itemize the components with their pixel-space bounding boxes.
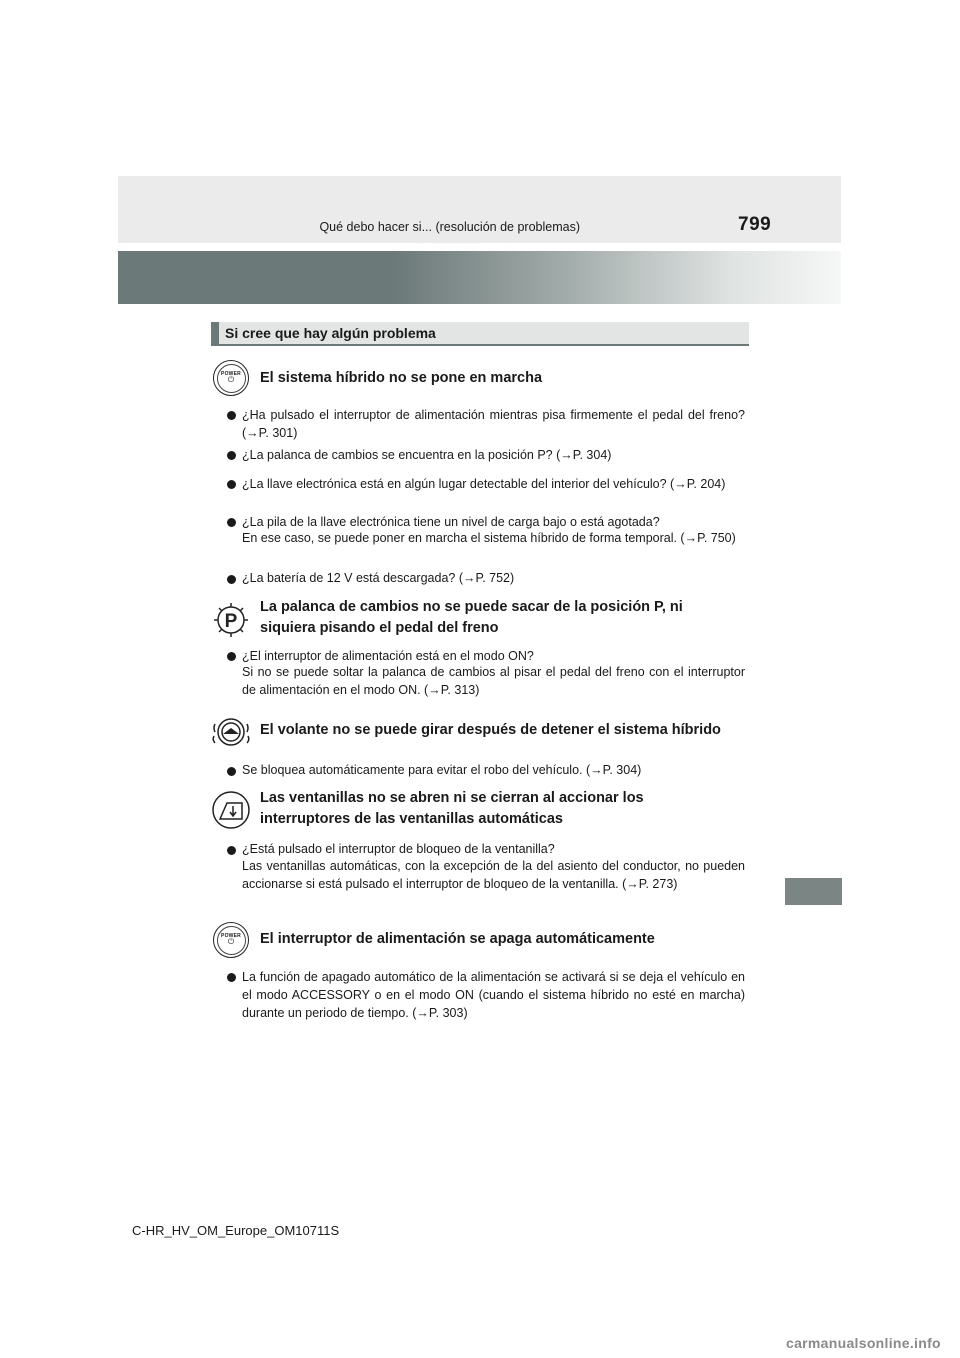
chapter-band xyxy=(118,251,841,304)
section-title-text: Si cree que hay algún problema xyxy=(225,325,436,341)
bullet-dot xyxy=(227,767,236,776)
header-title: Qué debo hacer si... (resolución de problemas) xyxy=(319,220,580,234)
topic-heading-line-2: interruptores de las ventanillas automáticas xyxy=(260,811,563,827)
power-icon-label: POWER xyxy=(221,933,241,939)
topic-heading: El sistema híbrido no se pone en marcha xyxy=(260,370,543,386)
power-symbol-icon: ⏻ xyxy=(227,375,235,384)
topic-heading-line-2: siquiera pisando el pedal del freno xyxy=(260,620,499,636)
list-item: La función de apagado automático de la alimentación se activará si se deja el vehículo en el modo ACCESSORY o en el modo ON (cuando el sistema híbrido no esté en marcha) durante un periodo de tiempo. (→P. 303) xyxy=(242,970,745,1020)
list-item: Se bloquea automáticamente para evitar el robo del vehículo. (→P. 304) xyxy=(242,763,642,777)
svg-text:P: P xyxy=(224,611,238,632)
watermark: carmanualsonline.info xyxy=(786,1335,941,1351)
topic-heading-line-1: Las ventanillas no se abren ni se cierran al accionar los xyxy=(260,790,644,806)
steering-lock-icon xyxy=(211,712,251,752)
bullet-dot xyxy=(227,575,236,584)
bullet-dot xyxy=(227,411,236,420)
list-item: ¿La palanca de cambios se encuentra en la posición P? (→P. 304) xyxy=(242,448,612,462)
topic-heading: El volante no se puede girar después de detener el sistema híbrido xyxy=(260,722,721,738)
list-item: ¿La pila de la llave electrónica tiene un nivel de carga bajo o está agotada? xyxy=(242,515,660,529)
bullet-dot xyxy=(227,652,236,661)
bullet-dot xyxy=(227,846,236,855)
list-item: ¿Está pulsado el interruptor de bloqueo de la ventanilla? xyxy=(242,842,555,856)
section-title xyxy=(211,322,749,346)
power-button-icon xyxy=(213,922,249,958)
bullet-dot xyxy=(227,451,236,460)
power-button-icon xyxy=(213,360,249,396)
list-item-continuation: Las ventanillas automáticas, con la excepción de la del asiento del conductor, no pueden accionarse si está pulsado el interruptor de bloqueo de la ventanilla. (→P. 273) xyxy=(242,859,745,891)
list-item-continuation: Si no se puede soltar la palanca de cambios al pisar el pedal del freno con el interruptor de alimentación en el modo ON. (→P. 313) xyxy=(242,665,745,697)
list-item: ¿Ha pulsado el interruptor de alimentación mientras pisa firmemente el pedal del freno? (→P. 301) xyxy=(242,408,745,440)
document-code: C-HR_HV_OM_Europe_OM10711S xyxy=(132,1223,340,1238)
shift-lock-gear-icon xyxy=(211,600,251,640)
page-number: 799 xyxy=(738,214,772,235)
bullet-dot xyxy=(227,480,236,489)
section-title-accent xyxy=(211,322,219,344)
list-item: ¿La batería de 12 V está descargada? (→P. 752) xyxy=(242,571,515,585)
list-item: ¿La llave electrónica está en algún lugar detectable del interior del vehículo? (→P. 204) xyxy=(242,477,726,491)
list-item: ¿El interruptor de alimentación está en el modo ON? xyxy=(242,649,534,663)
list-item-continuation: En ese caso, se puede poner en marcha el sistema híbrido de forma temporal. (→P. 750) xyxy=(242,531,736,545)
bullet-dot xyxy=(227,518,236,527)
bullet-dot xyxy=(227,973,236,982)
topic-heading-line-1: La palanca de cambios no se puede sacar de la posición P, ni xyxy=(260,599,683,615)
window-lock-icon xyxy=(211,790,251,830)
power-icon-label: POWER xyxy=(221,371,241,377)
chapter-side-tab xyxy=(785,878,842,905)
power-symbol-icon: ⏻ xyxy=(227,937,235,946)
topic-heading: El interruptor de alimentación se apaga automáticamente xyxy=(260,931,655,947)
